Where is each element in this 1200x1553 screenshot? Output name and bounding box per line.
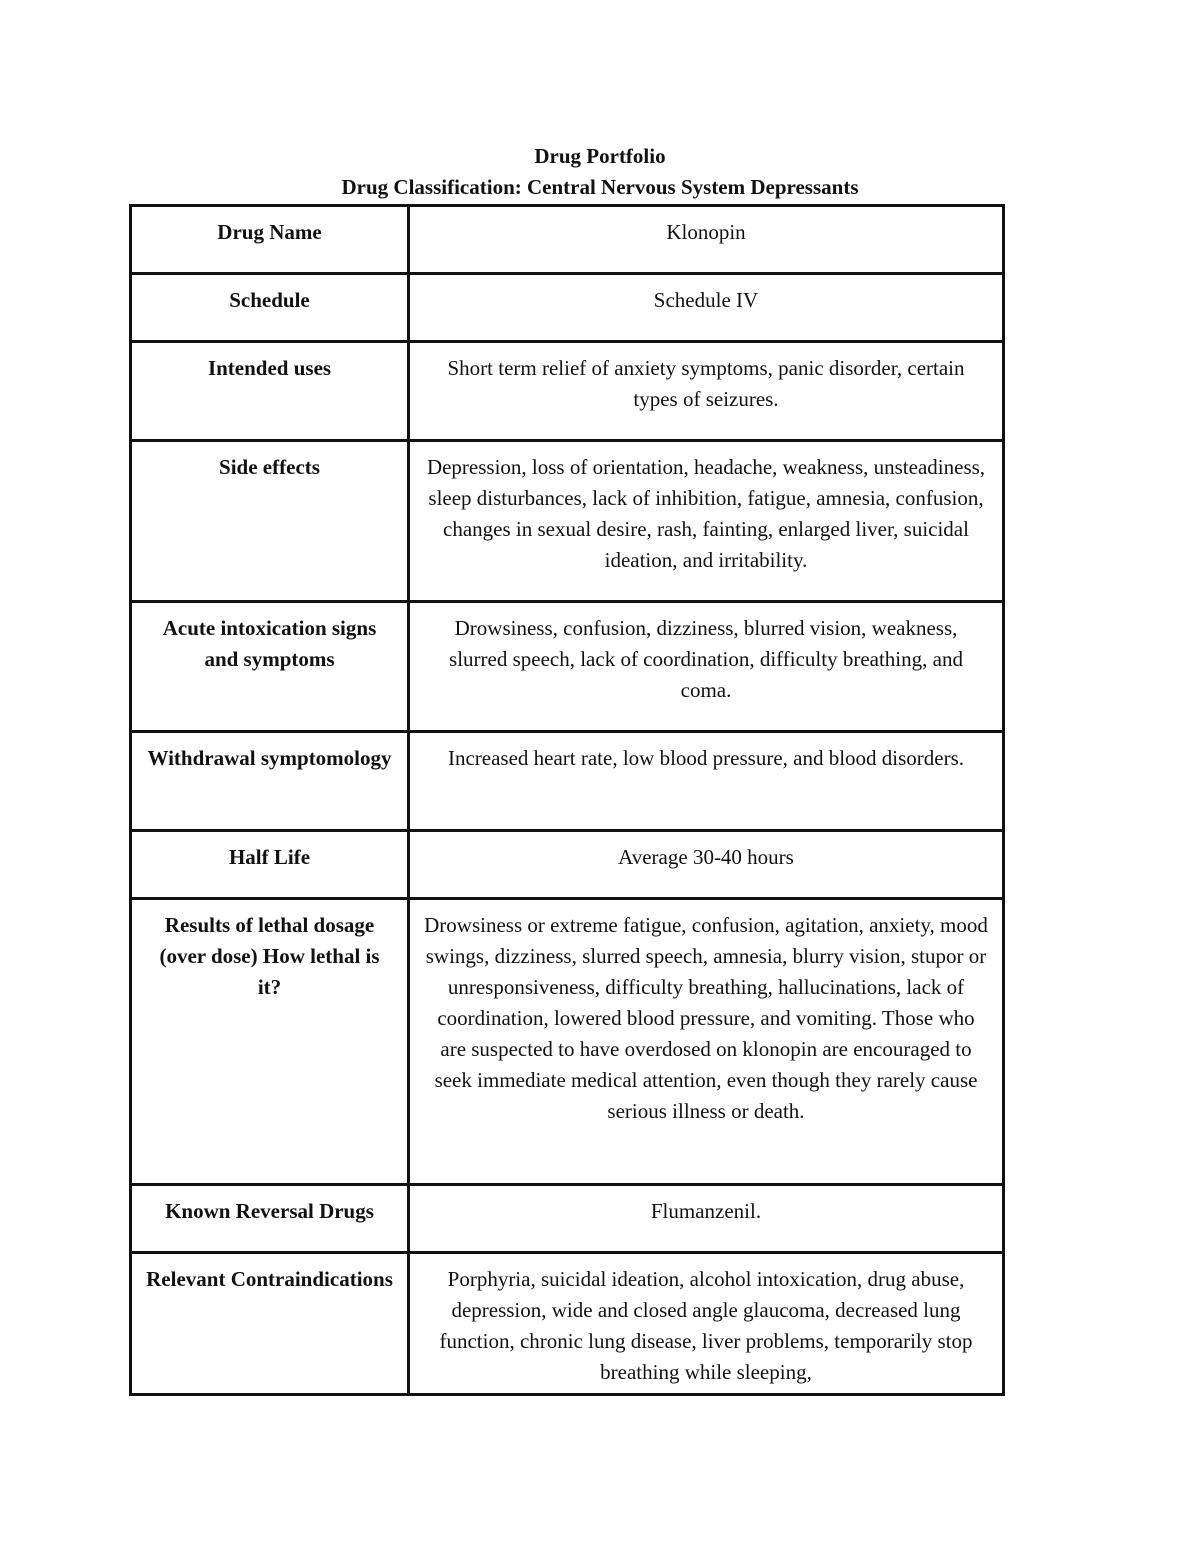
- row-value: Short term relief of anxiety symptoms, panic disorder, certain types of seizures.: [409, 342, 1004, 441]
- row-label: Side effects: [131, 441, 409, 602]
- row-label: Relevant Contraindications: [131, 1253, 409, 1395]
- row-value: Porphyria, suicidal ideation, alcohol intoxication, drug abuse, depression, wide and closed angle glaucoma, decreased lung function, chronic lung disease, liver problems, temporarily stop breathing while sleeping,: [409, 1253, 1004, 1395]
- row-value: Klonopin: [409, 206, 1004, 274]
- drug-portfolio-table: [129, 204, 1005, 1396]
- row-label: Intended uses: [131, 342, 409, 441]
- row-label: Schedule: [131, 274, 409, 342]
- row-label: Acute intoxication signs and symptoms: [131, 602, 409, 732]
- table-row: [131, 732, 1004, 831]
- row-value: Drowsiness or extreme fatigue, confusion, agitation, anxiety, mood swings, dizziness, slurred speech, amnesia, blurry vision, stupor or unresponsiveness, difficulty breathing, hallucinations, lack of coordination, lowered blood pressure, and vomiting. Those who are suspected to have overdosed on klonopin are encouraged to seek immediate medical attention, even though they rarely cause serious illness or death.: [409, 899, 1004, 1185]
- row-label: Withdrawal symptomology: [131, 732, 409, 831]
- row-value: Flumanzenil.: [409, 1185, 1004, 1253]
- table-row: [131, 274, 1004, 342]
- row-value: Schedule IV: [409, 274, 1004, 342]
- table-row: [131, 899, 1004, 1185]
- row-value: Drowsiness, confusion, dizziness, blurred vision, weakness, slurred speech, lack of coordination, difficulty breathing, and coma.: [409, 602, 1004, 732]
- row-label: Half Life: [131, 831, 409, 899]
- table-row: [131, 831, 1004, 899]
- table-row: [131, 1185, 1004, 1253]
- table-row: [131, 441, 1004, 602]
- table-row: [131, 206, 1004, 274]
- document-title: Drug Portfolio: [534, 144, 666, 168]
- table-row: [131, 1253, 1004, 1395]
- row-value: Increased heart rate, low blood pressure, and blood disorders.: [409, 732, 1004, 831]
- row-value: Depression, loss of orientation, headache, weakness, unsteadiness, sleep disturbances, lack of inhibition, fatigue, amnesia, confusion, changes in sexual desire, rash, fainting, enlarged liver, suicidal ideation, and irritability.: [409, 441, 1004, 602]
- table-row: [131, 602, 1004, 732]
- row-label: Known Reversal Drugs: [131, 1185, 409, 1253]
- document-subtitle: Drug Classification: Central Nervous System Depressants: [341, 175, 859, 199]
- row-label: Drug Name: [131, 206, 409, 274]
- row-value: Average 30-40 hours: [409, 831, 1004, 899]
- table-row: [131, 342, 1004, 441]
- row-label: Results of lethal dosage (over dose) How lethal is it?: [131, 899, 409, 1185]
